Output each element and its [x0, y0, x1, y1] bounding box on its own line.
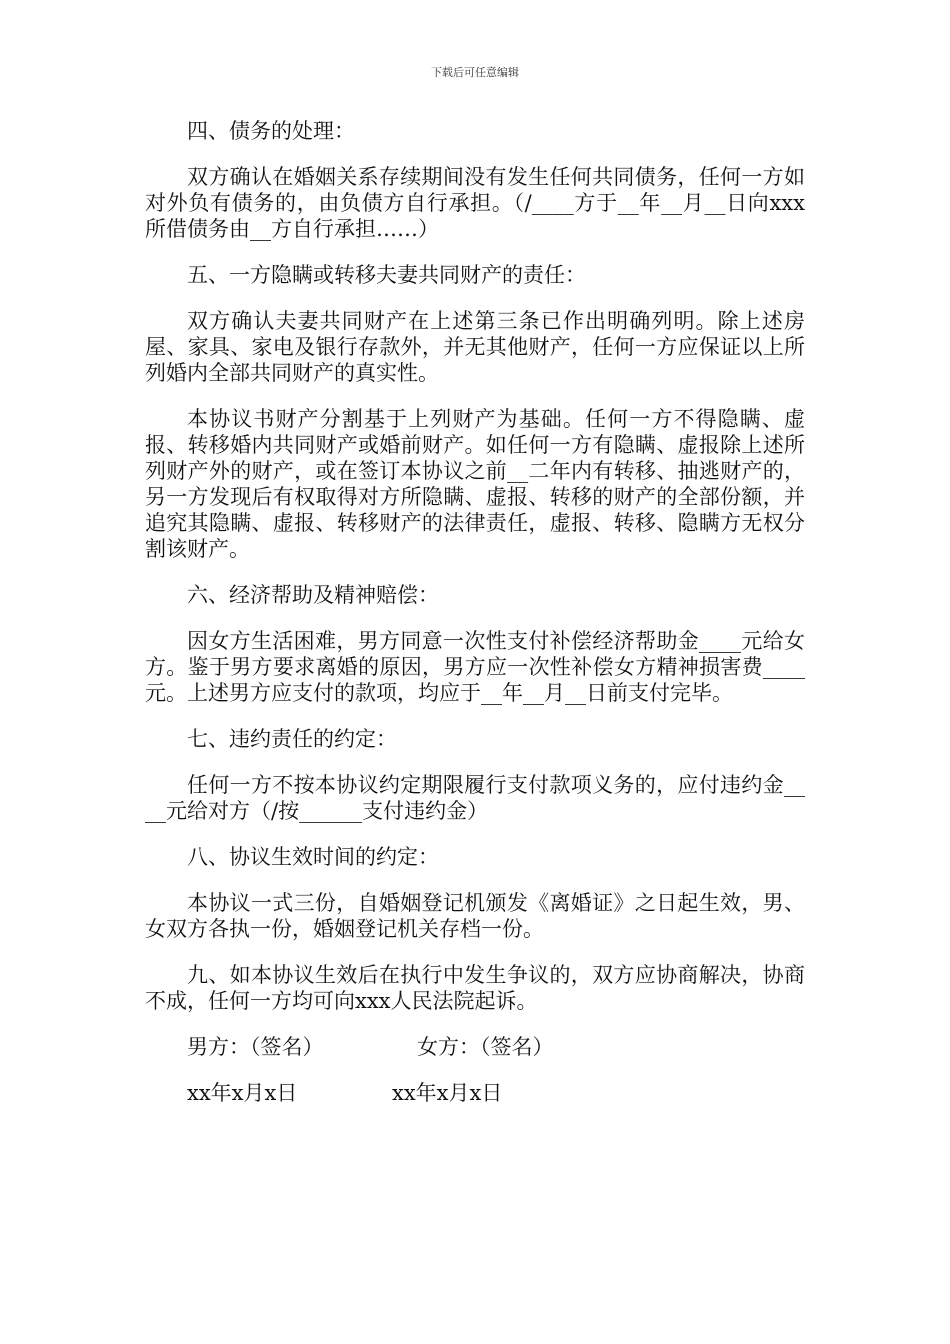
paragraph-property-division: 本协议书财产分割基于上列财产为基础。任何一方不得隐瞒、虚报、转移婚内共同财产或婚前财产。如任何一方有隐瞒、虚报除上述所列财产外的财产，或在签订本协议之前__二年内有转移、抽逃财产的，另一方发现后有权取得对方所隐瞒、虚报、转移的财产的全部份额，并追究其隐瞒、虚报、转移财产的法律责任，虚报、转移、隐瞒方无权分割该财产。 — [145, 407, 805, 561]
female-signature-label: 女方：（签名） — [417, 1035, 554, 1059]
paragraph-effective: 本协议一式三份，自婚姻登记机颁发《离婚证》之日起生效，男、女双方各执一份，婚姻登记机关存档一份。 — [145, 891, 805, 941]
male-signature-label: 男方：（签名） — [187, 1035, 324, 1059]
document-body — [145, 118, 805, 1126]
section-heading-effective: 八、协议生效时间的约定： — [187, 845, 439, 869]
section-heading-debts: 四、债务的处理： — [187, 119, 355, 143]
male-signature-date: xx年x月x日 — [187, 1081, 298, 1105]
paragraph-debts: 双方确认在婚姻关系存续期间没有发生任何共同债务，任何一方如对外负有债务的，由负债方自行承担。（/____方于__年__月__日向xxx所借债务由__方自行承担……） — [145, 165, 805, 241]
signature-date-row — [145, 1080, 805, 1106]
paragraph-breach: 任何一方不按本协议约定期限履行支付款项义务的，应付违约金____元给对方（/按______支付违约金） — [145, 773, 805, 823]
female-signature-date: xx年x月x日 — [392, 1081, 503, 1105]
section-heading-breach: 七、违约责任的约定： — [187, 727, 397, 751]
section-heading-compensation: 六、经济帮助及精神赔偿： — [187, 583, 439, 607]
page-header: 下载后可任意编辑 — [431, 66, 519, 79]
signature-row — [145, 1034, 805, 1060]
paragraph-dispute: 九、如本协议生效后在执行中发生争议的，双方应协商解决，协商不成，任何一方均可向xxx人民法院起诉。 — [145, 963, 805, 1013]
paragraph-property-listed: 双方确认夫妻共同财产在上述第三条已作出明确列明。除上述房屋、家具、家电及银行存款外，并无其他财产，任何一方应保证以上所列婚内全部共同财产的真实性。 — [145, 309, 805, 385]
paragraph-compensation: 因女方生活困难，男方同意一次性支付补偿经济帮助金____元给女方。鉴于男方要求离婚的原因，男方应一次性补偿女方精神损害费____元。上述男方应支付的款项，均应于__年__月__日前支付完毕。 — [145, 629, 805, 705]
section-heading-concealment: 五、一方隐瞒或转移夫妻共同财产的责任： — [187, 263, 586, 287]
